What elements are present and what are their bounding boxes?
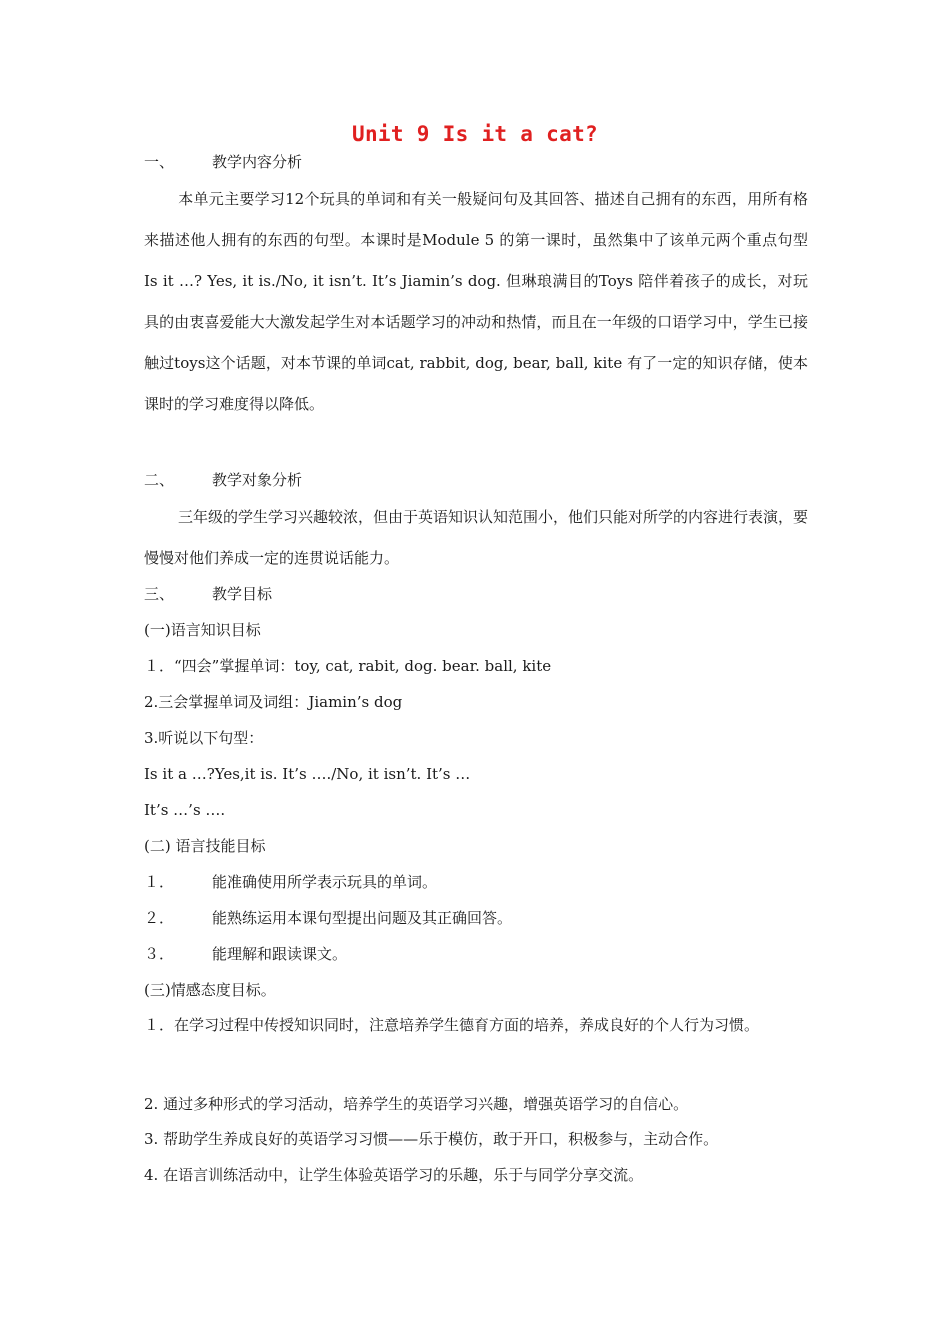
document-title: Unit 9 Is it a cat? [352, 122, 598, 146]
content-analysis-paragraph [144, 179, 808, 425]
skill-goal-item [144, 908, 512, 928]
audience-analysis-paragraph [144, 497, 808, 579]
sentence-pattern: Is it a …?Yes,it is. It’s …./No, it isn’t. It’s … [144, 765, 471, 783]
attitude-goal-item: 3. 帮助学生养成良好的英语学习习惯——乐于模仿，敢于开口，积极参与，主动合作。 [144, 1130, 719, 1148]
section-number: 一、 [144, 153, 175, 171]
section-heading-3 [144, 584, 272, 604]
skill-goals-heading: (二) 语言技能目标 [144, 837, 266, 855]
section-number: 三、 [144, 585, 175, 603]
item-number: １． [144, 873, 175, 891]
skill-goal-item [144, 872, 437, 892]
paragraph-text: 本单元主要学习12个玩具的单词和有关一般疑问句及其回答、描述自己拥有的东西，用所有格来描述他人拥有的东西的句型。本课时是Module 5 的第一课时，虽然集中了该单元两个重点句型 Is it …? Yes, it is./No, it isn’t. It’s Jiamin’s dog. 但琳琅满目的Toys 陪伴着孩子的成长，对玩具的由衷喜爱能大大激发起学生对本话题学习的冲动和热情，而且在一年级的口语学习中，学生已接触过toys这个话题，对本节课的单词cat, rabbit, dog, bear, ball, kite 有了一定的知识存储，使本课时的学习难度得以降低。 [144, 190, 808, 413]
skill-goal-item [144, 944, 347, 964]
knowledge-goal-item: 2.三会掌握单词及词组：Jiamin’s dog [144, 693, 403, 711]
attitude-goal-item: 2. 通过多种形式的学习活动，培养学生的英语学习兴趣，增强英语学习的自信心。 [144, 1095, 689, 1113]
knowledge-goals-heading: (一)语言知识目标 [144, 621, 261, 639]
item-text: 能准确使用所学表示玩具的单词。 [212, 873, 438, 891]
attitude-goals-heading: (三)情感态度目标。 [144, 981, 276, 999]
attitude-goal-item: １．在学习过程中传授知识同时，注意培养学生德育方面的培养，养成良好的个人行为习惯。 [144, 1016, 760, 1034]
paragraph-text: 三年级的学生学习兴趣较浓，但由于英语知识认知范围小，他们只能对所学的内容进行表演，要慢慢对他们养成一定的连贯说话能力。 [144, 508, 809, 567]
item-text: 能熟练运用本课句型提出问题及其正确回答。 [212, 909, 513, 927]
sentence-pattern: It’s …’s …. [144, 801, 226, 819]
section-title: 教学内容分析 [212, 153, 303, 171]
item-number: ２． [144, 909, 175, 927]
section-title: 教学目标 [212, 585, 273, 603]
section-title: 教学对象分析 [212, 471, 303, 489]
item-text: 能理解和跟读课文。 [212, 945, 348, 963]
section-heading-1 [144, 152, 302, 172]
item-number: ３． [144, 945, 175, 963]
section-heading-2 [144, 470, 302, 490]
knowledge-goal-item: １．“四会”掌握单词：toy, cat, rabit, dog. bear. ball, kite [144, 657, 552, 675]
knowledge-goal-item: 3.听说以下句型： [144, 729, 264, 747]
attitude-goal-item: 4. 在语言训练活动中，让学生体验英语学习的乐趣，乐于与同学分享交流。 [144, 1166, 644, 1184]
section-number: 二、 [144, 471, 175, 489]
